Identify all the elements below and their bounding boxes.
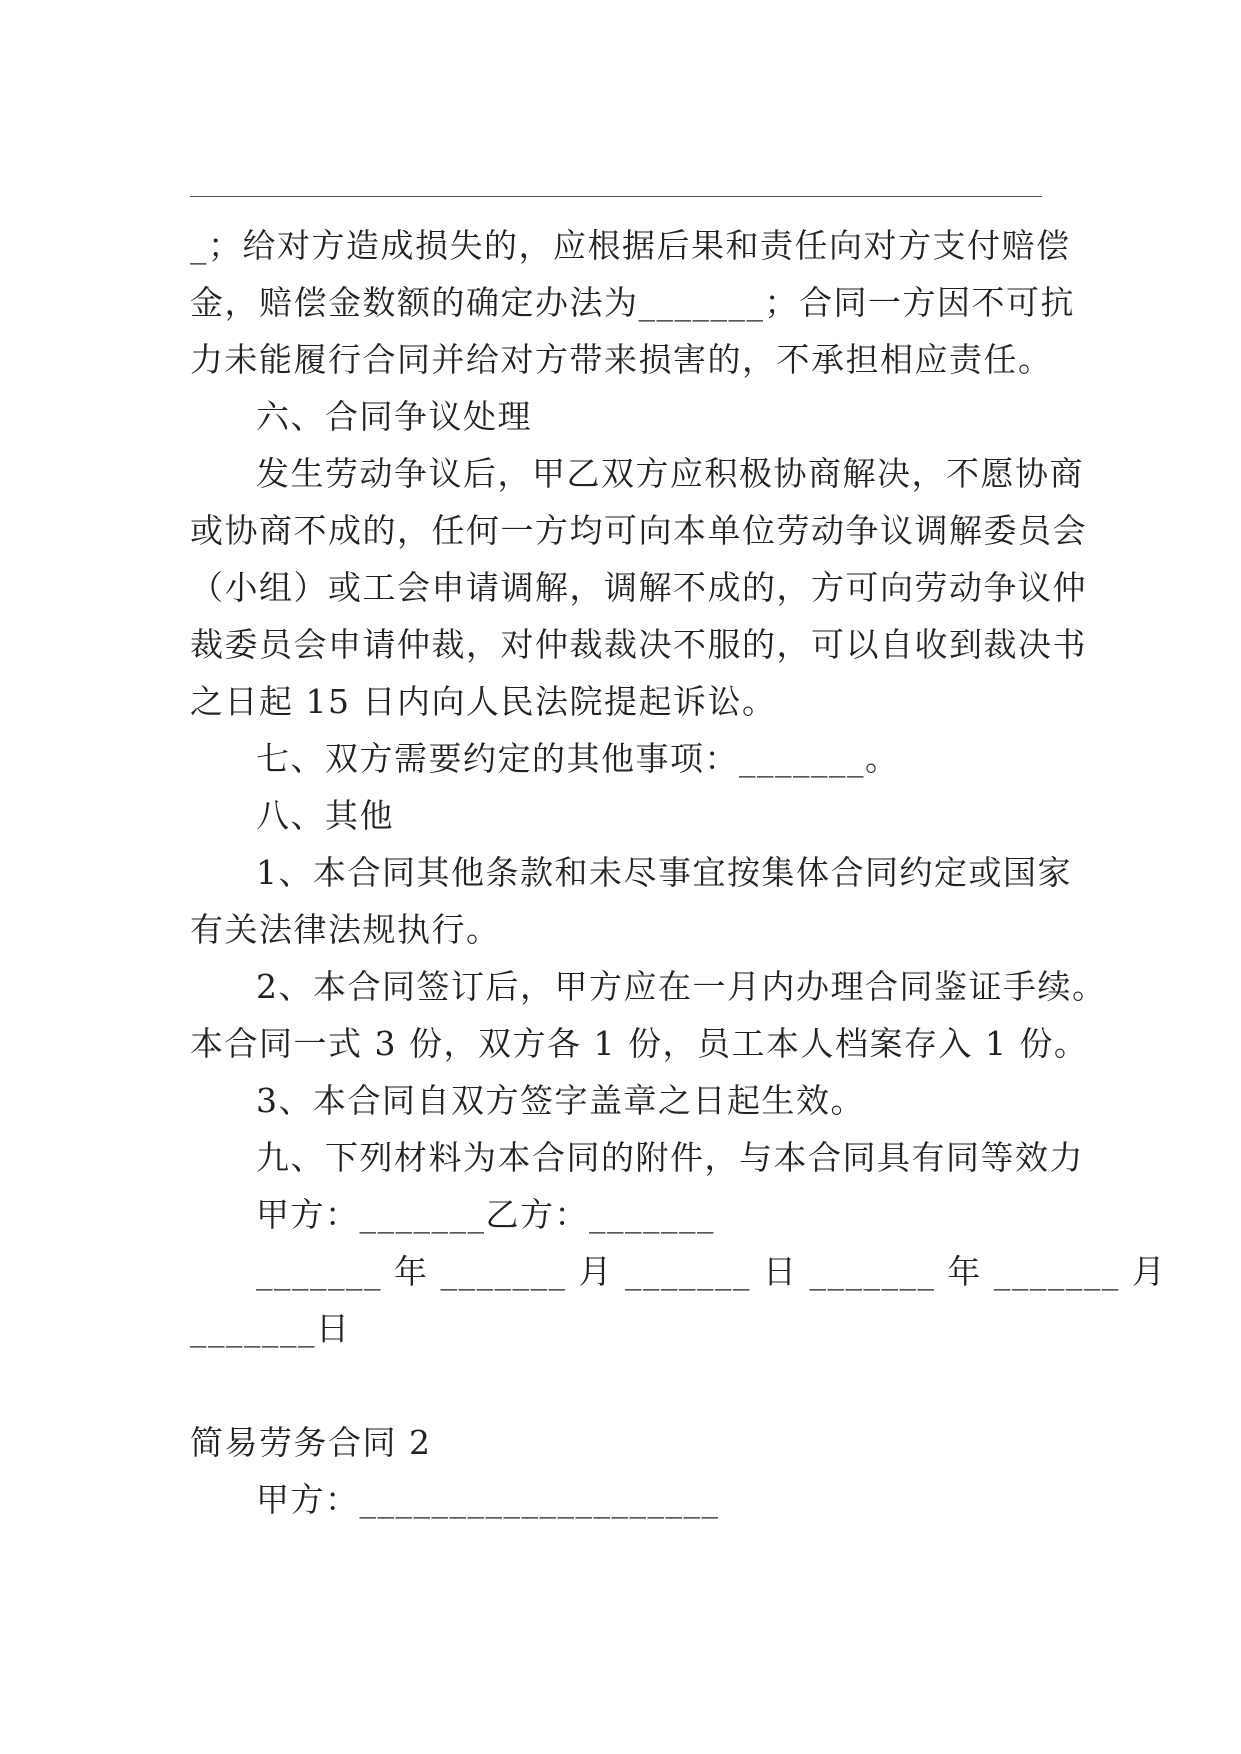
paragraph-line: _；给对方造成损失的，应根据后果和责任向对方支付赔偿 <box>190 226 1071 265</box>
paragraph-line: 1、本合同其他条款和未尽事宜按集体合同约定或国家 <box>256 853 1072 892</box>
paragraph-line: 本合同一式 3 份，双方各 1 份，员工本人档案存入 1 份。 <box>190 1024 1089 1063</box>
paragraph-line: 2、本合同签订后，甲方应在一月内办理合同鉴证手续。 <box>256 967 1107 1006</box>
top-fill-line <box>190 196 1042 197</box>
paragraph-line: 有关法律法规执行。 <box>190 910 501 949</box>
paragraph-line: （小组）或工会申请调解，调解不成的，方可向劳动争议仲 <box>190 568 1087 607</box>
paragraph-line: 裁委员会申请仲裁，对仲裁裁决不服的，可以自收到裁决书 <box>190 625 1087 664</box>
paragraph-line: 发生劳动争议后，甲乙双方应积极协商解决，不愿协商 <box>256 454 1084 493</box>
document-title: 简易劳务合同 2 <box>190 1423 432 1462</box>
party-line: 甲方：____________________ <box>256 1480 720 1519</box>
paragraph-line: 或协商不成的，任何一方均可向本单位劳动争议调解委员会 <box>190 511 1087 550</box>
paragraph-line: 力未能履行合同并给对方带来损害的，不承担相应责任。 <box>190 340 1053 379</box>
paragraph-line: 之日起 15 日内向人民法院提起诉讼。 <box>190 682 777 721</box>
paragraph-line: 3、本合同自双方签字盖章之日起生效。 <box>256 1081 865 1120</box>
signature-line: 甲方：_______乙方：_______ <box>256 1195 715 1234</box>
section-heading: 九、下列材料为本合同的附件，与本合同具有同等效力 <box>256 1138 1084 1177</box>
paragraph-line: 金，赔偿金数额的确定办法为_______；合同一方因不可抗 <box>190 283 1075 322</box>
section-heading: 七、双方需要约定的其他事项：_______。 <box>256 739 900 778</box>
section-heading: 六、合同争议处理 <box>256 397 532 436</box>
section-heading: 八、其他 <box>256 796 394 835</box>
date-line: _______日 <box>190 1309 351 1348</box>
date-line: _______ 年 _______ 月 _______ 日 _______ 年 _______ 月 <box>256 1252 1167 1291</box>
